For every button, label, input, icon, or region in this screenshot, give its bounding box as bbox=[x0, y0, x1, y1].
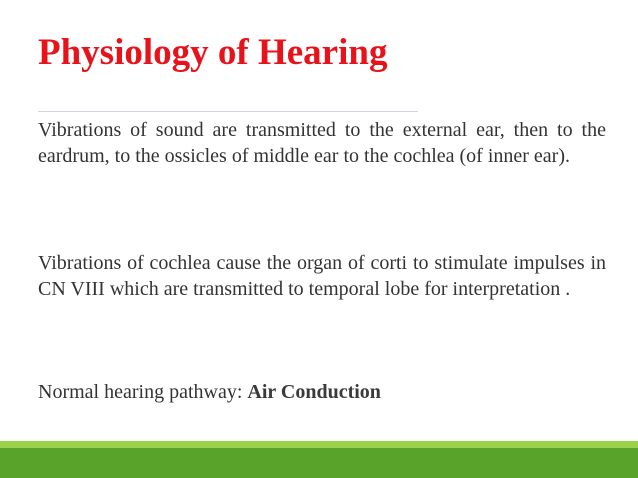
footer-band-dark bbox=[0, 448, 638, 478]
paragraph-sound-transmission: Vibrations of sound are transmitted to the external ear, then to the eardrum, to the ossicles of middle ear to the cochlea (of inner ear). bbox=[38, 119, 606, 167]
title-divider bbox=[38, 111, 418, 112]
slide-title: Physiology of Hearing bbox=[38, 32, 388, 73]
paragraph-hearing-pathway bbox=[38, 379, 606, 405]
footer-band-light bbox=[0, 441, 638, 448]
pathway-label: Normal hearing pathway: bbox=[38, 381, 248, 403]
pathway-value: Air Conduction bbox=[247, 381, 381, 403]
paragraph-cochlea-vibrations: Vibrations of cochlea cause the organ of corti to stimulate impulses in CN VIII which are transmitted to temporal lobe for interpretation . bbox=[38, 252, 606, 300]
